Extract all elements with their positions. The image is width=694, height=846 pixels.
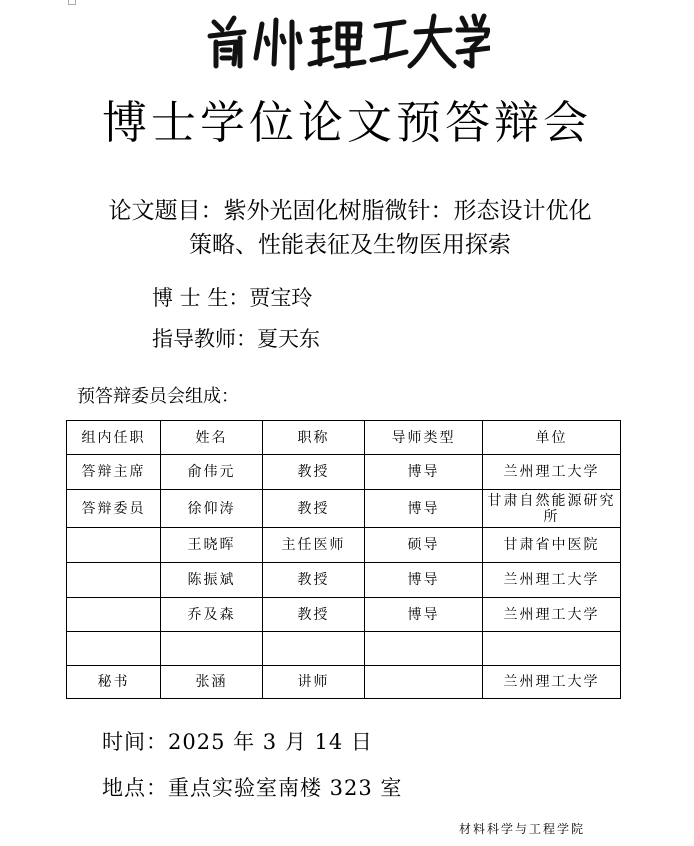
table-row bbox=[67, 490, 621, 528]
candidate-label: 博 士 生： bbox=[152, 286, 250, 310]
table-cell: 博导 bbox=[365, 490, 483, 528]
advisor-label: 指导教师： bbox=[152, 327, 257, 351]
table-cell: 教授 bbox=[263, 563, 365, 598]
table-cell bbox=[263, 632, 365, 666]
table-cell: 硕导 bbox=[365, 528, 483, 563]
header-cell: 组内任职 bbox=[67, 421, 161, 455]
thesis-title bbox=[60, 194, 640, 262]
table-cell: 兰州理工大学 bbox=[483, 666, 621, 699]
table-row bbox=[67, 455, 621, 490]
table-cell: 王晓晖 bbox=[161, 528, 263, 563]
time-label: 时间： bbox=[102, 730, 168, 754]
school-name: 材料科学与工程学院 bbox=[459, 822, 586, 836]
page-title: 博士学位论文预答辩会 bbox=[101, 96, 592, 149]
table-cell: 张涵 bbox=[161, 666, 263, 699]
header-cell: 导师类型 bbox=[365, 421, 483, 455]
logo-text: 兰州理工大学 bbox=[200, 8, 206, 9]
table-cell bbox=[161, 632, 263, 666]
table-cell: 俞伟元 bbox=[161, 455, 263, 490]
committee-heading: 预答辩委员会组成： bbox=[77, 386, 239, 407]
table-cell: 兰州理工大学 bbox=[483, 455, 621, 490]
defense-location bbox=[102, 772, 402, 802]
table-cell bbox=[67, 528, 161, 563]
table-cell: 徐仰涛 bbox=[161, 490, 263, 528]
table-cell: 主任医师 bbox=[263, 528, 365, 563]
thesis-title-line-1: 论文题目：紫外光固化树脂微针：形态设计优化 bbox=[108, 198, 592, 224]
table-cell: 教授 bbox=[263, 598, 365, 632]
table-cell bbox=[67, 632, 161, 666]
table-cell: 博导 bbox=[365, 455, 483, 490]
table-cell bbox=[483, 632, 621, 666]
table-cell bbox=[67, 563, 161, 598]
time-value: 2025 年 3 月 14 日 bbox=[168, 730, 373, 754]
table-cell: 答辩主席 bbox=[67, 455, 161, 490]
table-row bbox=[67, 666, 621, 699]
table-row bbox=[67, 528, 621, 563]
table-cell: 兰州理工大学 bbox=[483, 563, 621, 598]
table-cell: 甘肃自然能源研究所 bbox=[483, 490, 621, 528]
table-cell: 博导 bbox=[365, 598, 483, 632]
thesis-title-line-2: 策略、性能表征及生物医用探索 bbox=[189, 232, 511, 258]
table-cell: 乔及森 bbox=[161, 598, 263, 632]
table-cell: 博导 bbox=[365, 563, 483, 598]
place-label: 地点： bbox=[102, 776, 168, 800]
place-value: 重点实验室南楼 323 室 bbox=[168, 776, 403, 800]
candidate-line bbox=[152, 282, 312, 312]
university-calligraphy-logo bbox=[200, 8, 490, 72]
table-cell: 陈振斌 bbox=[161, 563, 263, 598]
advisor-name: 夏天东 bbox=[257, 327, 320, 351]
table-row bbox=[67, 563, 621, 598]
header-cell: 姓名 bbox=[161, 421, 263, 455]
table-cell: 兰州理工大学 bbox=[483, 598, 621, 632]
table-row bbox=[67, 598, 621, 632]
table-header-row bbox=[67, 421, 621, 455]
table-cell bbox=[365, 666, 483, 699]
committee-table bbox=[66, 420, 621, 699]
candidate-name: 贾宝玲 bbox=[249, 286, 313, 310]
table-cell: 教授 bbox=[263, 490, 365, 528]
defense-time bbox=[102, 726, 373, 756]
table-cell: 秘书 bbox=[67, 666, 161, 699]
table-cell: 教授 bbox=[263, 455, 365, 490]
table-cell: 答辩委员 bbox=[67, 490, 161, 528]
table-cell bbox=[67, 598, 161, 632]
header-cell: 单位 bbox=[483, 421, 621, 455]
advisor-line bbox=[152, 323, 320, 353]
page-corner-mark bbox=[68, 0, 76, 5]
table-cell bbox=[365, 632, 483, 666]
table-cell: 甘肃省中医院 bbox=[483, 528, 621, 563]
header-cell: 职称 bbox=[263, 421, 365, 455]
table-row bbox=[67, 632, 621, 666]
table-cell: 讲师 bbox=[263, 666, 365, 699]
